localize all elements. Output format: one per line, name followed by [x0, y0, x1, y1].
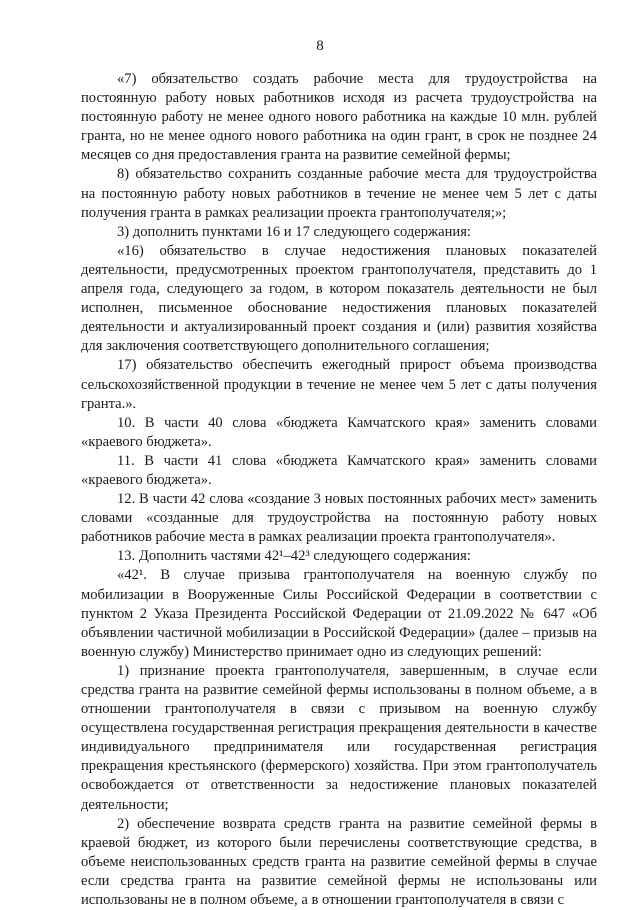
document-body [81, 70, 597, 910]
paragraph-item-17: 17) обязательство обеспечить ежегодный прирост объема производства сельскохозяйственной продукции в течение не менее чем 5 лет с даты получения гранта.». [81, 357, 597, 412]
paragraph-section-13: 13. Дополнить частями 42¹–42³ следующего содержания: [117, 548, 471, 565]
paragraph-section-11: 11. В части 41 слова «бюджета Камчатского края» заменить словами «краевого бюджета». [81, 452, 597, 488]
paragraph-item-8: 8) обязательство сохранить созданные рабочие места для трудоустройства на постоянную работу новых работников в течение не менее чем 5 лет с даты получения гранта в рамках реализации проекта грантополучателя;»; [81, 166, 597, 221]
paragraph-section-12: 12. В части 42 слова «создание 3 новых постоянных рабочих мест» заменить словами «созданные для трудоустройства на постоянную работу новых работников рабочие места в рамках реализации проекта грантополучателя». [81, 491, 597, 546]
paragraph-item-16: «16) обязательство в случае недостижения плановых показателей деятельности, предусмотренных проектом грантополучателя, представить до 1 апреля года, следующего за годом, в котором показатель деятельности не был исполнен, письменное обоснование недостижения плановых показателей деятельности и актуализированный проект создания и (или) развития хозяйства для заключения соответствующего дополнительного соглашения; [81, 242, 597, 355]
paragraph-item-7: «7) обязательство создать рабочие места для трудоустройства на постоянную работу новых работников исходя из расчета трудоустройства на постоянную работу не менее одного нового работника на каждые 10 млн. рублей гранта, но не менее одного нового работника на один грант, в срок не позднее 24 месяцев со дня предоставления гранта на развитие семейной фермы; [81, 71, 597, 164]
paragraph-section-10: 10. В части 40 слова «бюджета Камчатского края» заменить словами «краевого бюджета». [81, 414, 597, 450]
page-number: 8 [316, 38, 324, 54]
paragraph-point-3: 3) дополнить пунктами 16 и 17 следующего содержания: [117, 223, 471, 240]
paragraph-decision-2: 2) обеспечение возврата средств гранта на развитие семейной фермы в краевой бюджет, из которого были перечислены соответствующие средства, в объеме неиспользованных средств гранта на развитие семейной фермы в случае если средства гранта на развитие семейной фермы не использованы или использованы не в полном объеме, а в отношении грантополучателя в связи с [81, 815, 597, 909]
paragraph-decision-1: 1) признание проекта грантополучателя, завершенным, в случае если средства гранта на развитие семейной фермы использованы в полном объеме, а в отношении грантополучателя в связи с призывом на военную службу осуществлена государственная регистрация прекращения деятельности в качестве индивидуального предпринимателя или государственная регистрация прекращения крестьянского (фермерского) хозяйства. При этом грантополучатель освобождается от ответственности за недостижение плановых показателей деятельности; [81, 662, 597, 813]
paragraph-part-42-1: «42¹. В случае призыва грантополучателя на военную службу по мобилизации в Вооруженные Силы Российской Федерации в соответствии с пунктом 2 Указа Президента Российской Федерации от 21.09.2022 № 647 «Об объявлении частичной мобилизации в Российской Федерации» (далее – призыв на военную службу) Министерство принимает одно из следующих решений: [81, 567, 597, 660]
